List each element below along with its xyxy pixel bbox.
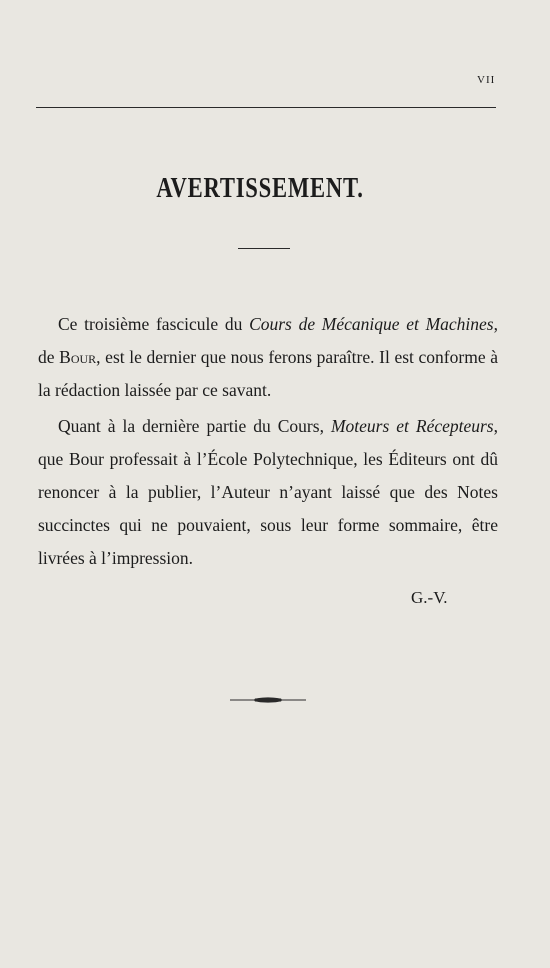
paragraph-1-text-a: Ce troisième fascicule du [58, 314, 250, 334]
paragraph-2-text-b: , que Bour professait à l’École Polytechnique, les Éditeurs ont dû renoncer à la publier, l’Auteur n’ayant laissé que des Notes succinctes qui ne pouvaient, sous leur forme sommaire, être livrées à l’impression. [38, 416, 498, 568]
title-divider [238, 248, 290, 249]
page-title: AVERTISSEMENT. [156, 172, 364, 204]
paragraph-2-text-a: Quant à la dernière partie du Cours, [58, 416, 331, 436]
paragraph-1-author: Bour [59, 347, 97, 367]
page-number: VII [477, 74, 496, 86]
ornament-icon [230, 694, 306, 706]
paragraph-2 [38, 410, 498, 575]
signature: G.-V. [411, 588, 448, 607]
paragraph-1-book-title: Cours de Mécanique et Machines [249, 314, 494, 334]
paragraph-1 [38, 308, 498, 407]
header-rule [36, 107, 496, 108]
paragraph-2-book-title: Moteurs et Récepteurs [330, 416, 494, 436]
paragraph-1-text-b: , de [38, 314, 498, 367]
paragraph-1-text-c: , est le dernier que nous ferons paraître. Il est conforme à la rédaction laissée par ce savant. [38, 347, 498, 400]
